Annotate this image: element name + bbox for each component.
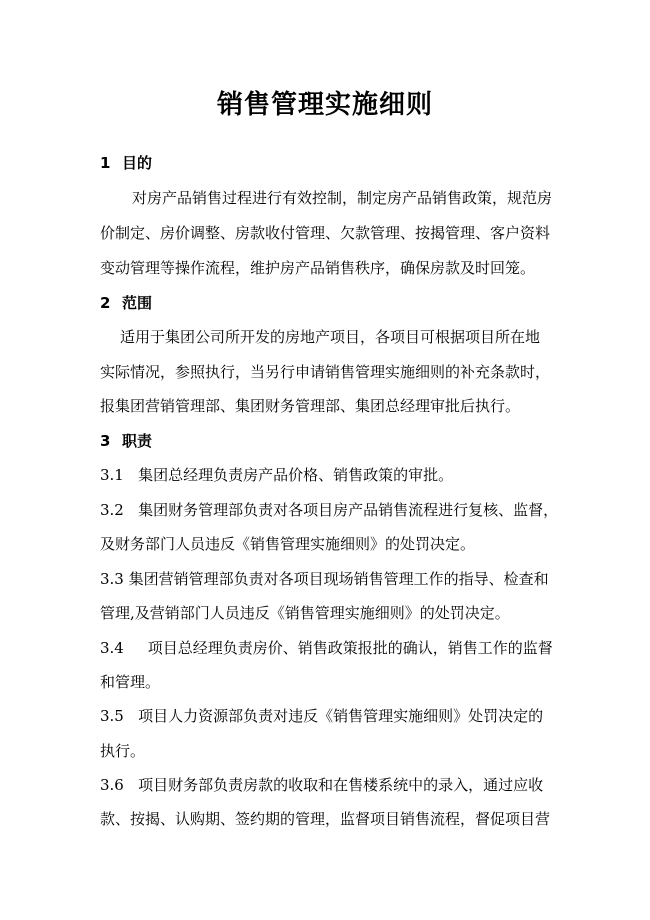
section-title: 职责 bbox=[122, 432, 153, 450]
section-number: 3 bbox=[100, 432, 111, 450]
list-item-3-2 bbox=[100, 499, 559, 520]
item-text: 项目总经理负责房价、销售政策报批的确认，销售工作的监督 bbox=[147, 639, 553, 657]
paragraph-line: 实际情况，参照执行，当另行申请销售管理实施细则的补充条款时， bbox=[100, 363, 551, 381]
section-number: 2 bbox=[100, 294, 111, 312]
document-title: 销售管理实施细则 bbox=[216, 90, 433, 120]
item-text: 集团营销管理部负责对各项目现场销售管理工作的指导、检查和 bbox=[128, 570, 549, 588]
item-text: 项目财务部负责房款的收取和在售楼系统中的录入，通过应收 bbox=[138, 776, 544, 794]
paragraph-line: 和管理。 bbox=[100, 673, 161, 691]
item-number: 3.4 bbox=[100, 639, 124, 657]
paragraph-line: 适用于集团公司所开发的房地产项目，各项目可根据项目所在地 bbox=[120, 328, 541, 346]
item-number: 3.3 bbox=[100, 570, 124, 588]
list-item-3-4 bbox=[100, 637, 555, 658]
section-title: 目的 bbox=[122, 154, 153, 172]
item-number: 3.5 bbox=[100, 707, 124, 725]
item-text: 集团总经理负责房产品价格、销售政策的审批。 bbox=[138, 466, 454, 484]
list-item-3-5 bbox=[100, 705, 555, 726]
paragraph-line: 变动管理等操作流程，维护房产品销售秩序，确保房款及时回笼。 bbox=[100, 259, 536, 277]
section-title: 范围 bbox=[122, 294, 153, 312]
item-text: 集团财务管理部负责对各项目房产品销售流程进行复核、监督， bbox=[138, 501, 559, 519]
item-number: 3.6 bbox=[100, 776, 124, 794]
paragraph-line: 管理,及营销部门人员违反《销售管理实施细则》的处罚决定。 bbox=[100, 604, 510, 622]
paragraph-line: 及财务部门人员违反《销售管理实施细则》的处罚决定。 bbox=[100, 535, 476, 553]
paragraph-line: 款、按揭、认购期、签约期的管理，监督项目销售流程，督促项目营 bbox=[100, 810, 551, 828]
list-item-3-6 bbox=[100, 774, 555, 795]
item-number: 3.1 bbox=[100, 466, 124, 484]
section-heading-3 bbox=[100, 430, 152, 451]
item-text: 项目人力资源部负责对违反《销售管理实施细则》处罚决定的 bbox=[138, 707, 544, 725]
section-heading-2 bbox=[100, 292, 152, 313]
paragraph-line: 执行。 bbox=[100, 742, 146, 760]
list-item-3-1 bbox=[100, 464, 555, 485]
paragraph-line: 对房产品销售过程进行有效控制，制定房产品销售政策，规范房 bbox=[132, 189, 553, 207]
section-number: 1 bbox=[100, 154, 111, 172]
item-number: 3.2 bbox=[100, 501, 124, 519]
list-item-3-3 bbox=[100, 568, 555, 589]
paragraph-line: 报集团营销管理部、集团财务管理部、集团总经理审批后执行。 bbox=[100, 397, 521, 415]
section-heading-1 bbox=[100, 152, 152, 173]
paragraph-line: 价制定、房价调整、房款收付管理、欠款管理、按揭管理、客户资料 bbox=[100, 224, 551, 242]
